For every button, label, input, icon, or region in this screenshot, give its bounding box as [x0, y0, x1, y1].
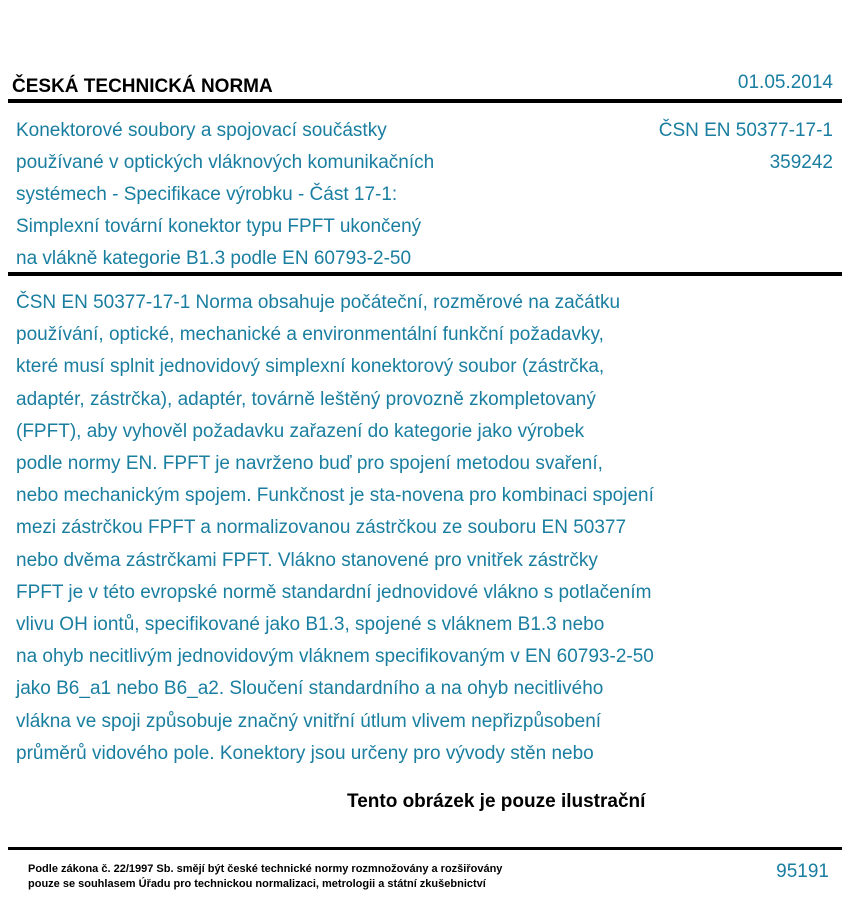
abstract-line: podle normy EN. FPFT je navrženo buď pro spojení metodou svaření,: [16, 453, 603, 475]
header-divider: [8, 99, 842, 103]
document-type-heading: ČESKÁ TECHNICKÁ NORMA: [12, 76, 273, 97]
abstract-line: nebo mechanickým spojem. Funkčnost je sta-novena pro kombinaci spojení: [16, 485, 654, 507]
standard-title-line: Simplexní tovární konektor typu FPFT ukončený: [16, 216, 422, 237]
standard-title-line: používané v optických vláknových komunikačních: [16, 152, 435, 173]
abstract-line: nebo dvěma zástrčkami FPFT. Vlákno stanovené pro vnitřek zástrčky: [16, 549, 598, 571]
abstract-line: ČSN EN 50377-17-1 Norma obsahuje počáteční, rozměrové na začátku: [16, 292, 621, 313]
abstract-line: (FPFT), aby vyhověl požadavku zařazení do kategorie jako výrobek: [16, 420, 585, 442]
abstract-line: které musí splnit jednovidový simplexní konektorový soubor (zástrčka,: [16, 356, 605, 378]
abstract-text: [16, 287, 756, 770]
abstract-line: vlivu OH iontů, specifikované jako B1.3, spojené s vláknem B1.3 nebo: [16, 614, 605, 636]
abstract-line: mezi zástrčkou FPFT a normalizovanou zástrčkou ze souboru EN 50377: [16, 517, 627, 539]
publication-date: 01.05.2014: [737, 72, 833, 93]
abstract-line: jako B6_a1 nebo B6_a2. Sloučení standardního a na ohyb necitlivého: [16, 678, 604, 700]
standard-title: [16, 115, 536, 275]
classification-number: 359242: [769, 152, 833, 173]
footer-divider: [8, 847, 842, 850]
standard-title-line: systémech - Specifikace výrobku - Část 17-1:: [16, 184, 398, 205]
abstract-line: vlákna ve spoji způsobuje značný vnitřní útlum vlivem nepřizpůsobení: [16, 710, 602, 732]
abstract-line: průměrů vidového pole. Konektory jsou určeny pro vývody stěn nebo: [16, 742, 594, 764]
abstract-line: FPFT je v této evropské normě standardní jednovidové vlákno s potlačením: [16, 581, 652, 603]
abstract-line: používání, optické, mechanické a environmentální funkční požadavky,: [16, 324, 604, 346]
legal-notice: [28, 862, 502, 892]
title-divider: [8, 272, 842, 276]
legal-notice-line: pouze se souhlasem Úřadu pro technickou normalizaci, metrologii a státní zkušebnictví: [28, 878, 486, 890]
abstract-line: na ohyb necitlivým jednovidovým vláknem specifikovaným v EN 60793-2-50: [16, 646, 654, 668]
catalog-number: 95191: [776, 861, 829, 882]
abstract-line: adaptér, zástrčka), adaptér, továrně leštěný provozně zkompletovaný: [16, 388, 596, 410]
standard-title-line: na vlákně kategorie B1.3 podle EN 60793-2-50: [16, 248, 412, 269]
standard-identifiers: [659, 115, 833, 179]
illustration-note: Tento obrázek je pouze ilustrační: [347, 791, 646, 812]
legal-notice-line: Podle zákona č. 22/1997 Sb. smějí být české technické normy rozmnožovány a rozšiřovány: [28, 863, 503, 875]
standard-title-line: Konektorové soubory a spojovací součástky: [16, 120, 387, 141]
standard-code: ČSN EN 50377-17-1: [658, 120, 833, 141]
